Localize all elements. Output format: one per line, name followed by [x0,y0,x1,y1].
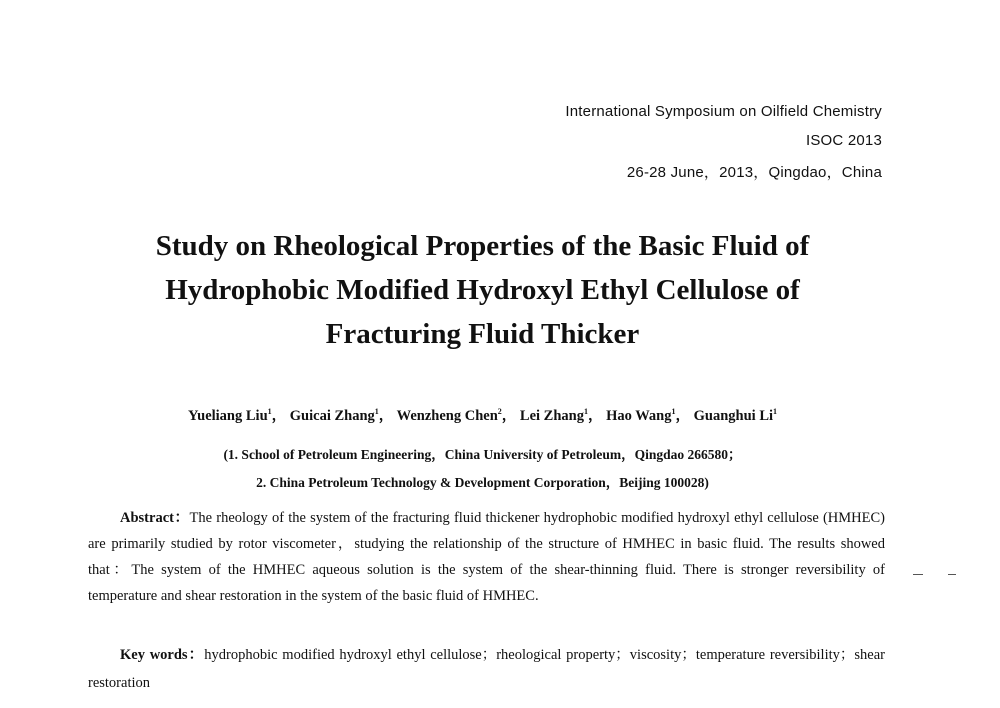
abstract [88,505,885,609]
conference-name: International Symposium on Oilfield Chemistry [565,103,882,120]
keywords [88,641,885,697]
author: Guanghui Li$^1$ [693,407,778,424]
affiliation-line-2: 2. China Petroleum Technology & Development Corporation，Beijing 100028) [256,475,709,490]
paper-title-line-2: Hydrophobic Modified Hydroxyl Ethyl Cellulose of [165,274,800,306]
author: Lei Zhang$^1$ [519,407,588,424]
author-separator: ， [271,408,287,424]
author-separator: ， [501,408,517,424]
author-separator: ， [675,408,690,424]
author: Yueliang Liu$^1$ [187,407,272,424]
paper-title-line-1: Study on Rheological Properties of the Basic Fluid of [155,230,810,262]
abstract-label: Abstract： [120,510,190,526]
author: Hao Wang$^1$ [606,407,676,424]
keywords-text: hydrophobic modified hydroxyl ethyl cellulose；rheological property；viscosity；temperature reversibility；shear restoration [88,647,885,691]
author-separator: ， [378,408,394,424]
abstract-text: The rheology of the system of the fracturing fluid thickener hydrophobic modified hydroxyl ethyl cellulose (HMHEC) are primarily studied by rotor viscometer，studying the relationship of the structure of HMHEC in basic fluid. The results showed that：The system of the HMHEC aqueous solution is the system of the shear-thinning fluid. There is stronger reversibility of temperature and shear restoration in the system of the basic fluid of HMHEC. [88,510,885,604]
author-list [0,404,965,425]
affiliation-line-1: (1. School of Petroleum Engineering，China University of Petroleum，Qingdao 266580； [223,447,742,462]
paper-title-line-3: Fracturing Fluid Thicker [325,318,640,350]
author: Wenzheng Chen$^2$ [396,407,502,424]
author-separator: ， [587,408,603,424]
keywords-label: Key words： [120,647,205,663]
scan-mark [913,574,923,575]
conference-date-place: 26-28 June，2013，Qingdao，China [626,164,882,181]
author: Guicai Zhang$^1$ [289,407,379,424]
conference-short-name: ISOC 2013 [805,132,882,149]
scan-mark [948,574,956,575]
